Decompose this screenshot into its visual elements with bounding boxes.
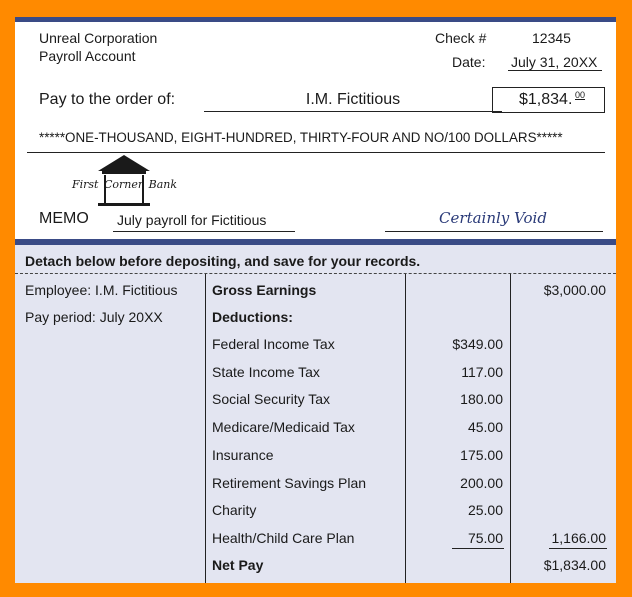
deduction-amount: 45.00	[467, 419, 503, 436]
gross-earnings-amount: $3,000.00	[543, 282, 606, 298]
deduction-amount: 117.00	[461, 363, 503, 380]
payroll-check-document	[15, 17, 616, 583]
memo-text: July payroll for Fictitious	[117, 212, 267, 228]
deduction-amount: 175.00	[460, 446, 503, 463]
total-deductions: 1,166.00	[551, 530, 606, 546]
payee-name: I.M. Fictitious	[305, 91, 401, 108]
pay-to-label: Pay to the order of:	[39, 91, 176, 108]
deduction-label: Medicare/Medicaid Tax	[212, 419, 355, 436]
deduction-amount: 200.00	[460, 474, 503, 491]
memo-underline	[113, 231, 295, 232]
deduction-amount: $349.00	[452, 336, 503, 352]
amount-in-words: *****ONE-THOUSAND, EIGHT-HUNDRED, THIRTY-FOUR AND NO/100 DOLLARS*****	[39, 130, 563, 145]
top-band	[15, 17, 616, 22]
account-name: Payroll Account	[39, 48, 136, 64]
net-pay-label: Net Pay	[212, 557, 264, 573]
total-deductions-underline	[549, 548, 607, 549]
bank-roof-icon	[98, 155, 150, 171]
stub-column-divider-3	[510, 274, 511, 583]
stub-column-divider-1	[205, 274, 206, 583]
amount-dollars: $1,834.	[519, 91, 573, 108]
deductions-label: Deductions:	[212, 309, 293, 325]
deduction-label: Social Security Tax	[212, 391, 331, 408]
check-date: July 31, 20XX	[511, 54, 598, 70]
bank-base	[98, 203, 150, 206]
pay-period: Pay period: July 20XX	[25, 309, 163, 325]
amount-box	[492, 87, 605, 113]
deductions-subtotal-underline	[452, 548, 504, 549]
net-pay-amount: $1,834.00	[543, 557, 606, 573]
amount-cents: 00	[575, 90, 586, 100]
deduction-label: State Income Tax	[212, 363, 320, 380]
date-label: Date:	[452, 54, 486, 70]
company-name: Unreal Corporation	[39, 30, 158, 46]
bank-lintel	[102, 171, 146, 174]
memo-label: MEMO	[39, 210, 89, 227]
deduction-label: Charity	[212, 502, 257, 519]
employee-name: Employee: I.M. Fictitious	[25, 282, 178, 298]
deduction-amount: 25.00	[467, 502, 503, 519]
bank-name: First Corner Bank	[72, 178, 178, 191]
deduction-label: Insurance	[212, 446, 274, 463]
check-number: 12345	[532, 30, 571, 46]
amount-words-underline	[27, 152, 605, 153]
deduction-label: Retirement Savings Plan	[212, 474, 367, 491]
deduction-label: Federal Income Tax	[212, 336, 335, 352]
deduction-label: Health/Child Care Plan	[212, 529, 355, 546]
check-number-label: Check #	[435, 30, 487, 46]
date-underline	[508, 70, 602, 71]
deduction-amount: 180.00	[460, 391, 503, 408]
perforation-line	[15, 273, 616, 274]
gross-earnings-label: Gross Earnings	[212, 282, 317, 298]
stub-column-divider-2	[405, 274, 406, 583]
signature-line	[385, 231, 603, 232]
signature: Certainly Void	[439, 209, 547, 227]
detach-instructions: Detach below before depositing, and save for your records.	[25, 253, 421, 269]
deduction-amount: 75.00	[467, 529, 503, 546]
payee-underline	[204, 111, 502, 112]
